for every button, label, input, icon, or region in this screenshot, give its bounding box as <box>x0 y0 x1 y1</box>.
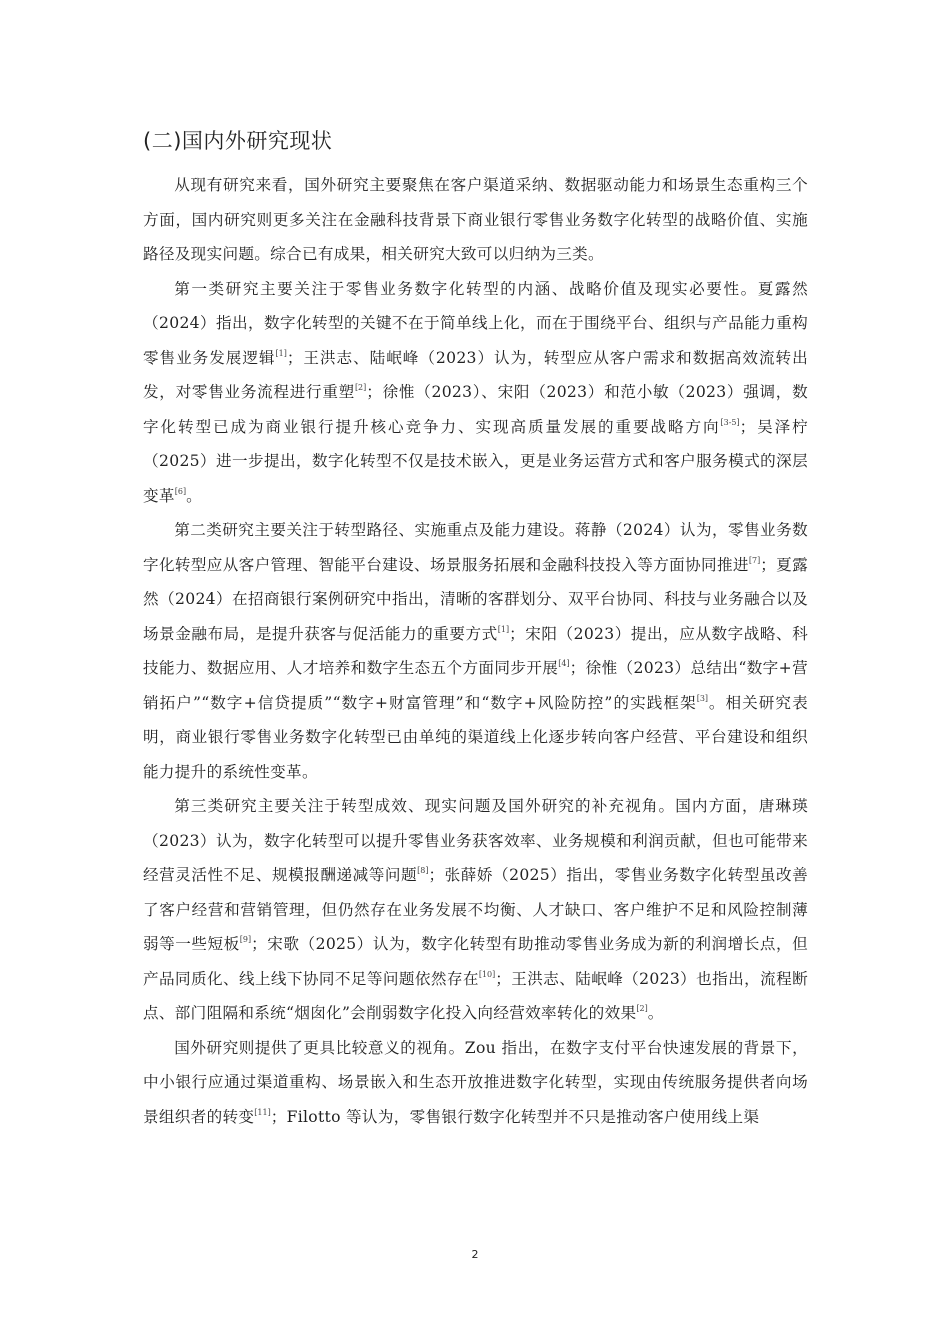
paragraph-text: ；夏露然（2024）在招商银行案例研究中指出，清晰的客群划分、双平台协同、科技与业务融合以及场景金融布局，是提升获客与促活能力的重要方式 <box>143 555 809 643</box>
paragraph <box>143 789 808 1031</box>
citation-reference: [1] <box>497 624 510 634</box>
paragraph-text: ；徐惟（2023）总结出“数字+营销拓户”“数字+信贷提质”“数字+财富管理”和“数字+风险防控”的实践框架 <box>143 659 808 712</box>
paragraph-text: 国外研究则提供了更具比较意义的视角。Zou 指出，在数字支付平台快速发展的背景下，中小银行应通过渠道重构、场景嵌入和生态开放推进数字化转型，实现由传统服务提供者向场景组织者的转变 <box>143 1038 808 1126</box>
paragraph-text: ；张薛娇（2025）指出，零售业务数字化转型虽改善了客户经营和营销管理，但仍然存在业务发展不均衡、人才缺口、客户维护不足和风险控制薄弱等一些短板 <box>143 866 808 953</box>
paragraph-text: 第二类研究主要关注于转型路径、实施重点及能力建设。蒋静（2024）认为，零售业务数字化转型应从客户管理、智能平台建设、场景服务拓展和金融科技投入等方面协同推进 <box>143 521 808 574</box>
citation-reference: [3-5] <box>720 417 740 427</box>
body-text <box>143 168 808 1134</box>
paragraph-text: 从现有研究来看，国外研究主要聚焦在客户渠道采纳、数据驱动能力和场景生态重构三个方面，国内研究则更多关注在金融科技背景下商业银行零售业务数字化转型的战略价值、实施路径及现实问题。综合已有成果，相关研究大致可以归纳为三类。 <box>143 176 808 263</box>
citation-reference: [2] <box>354 383 367 392</box>
paragraph <box>143 1031 808 1135</box>
citation-reference: [11] <box>254 1107 271 1117</box>
paragraph-text: ；宋歌（2025）认为，数字化转型有助推动零售业务成为新的利润增长点，但产品同质化、线上线下协同不足等问题依然存在 <box>143 935 808 988</box>
section-heading: (二)国内外研究现状 <box>143 129 333 153</box>
citation-reference: [9] <box>239 935 252 944</box>
citation-reference: [8] <box>417 866 429 875</box>
paragraph-text: 第三类研究主要关注于转型成效、现实问题及国外研究的补充视角。国内方面，唐琳瑛（2023）认为，数字化转型可以提升零售业务获客效率、业务规模和利润贡献，但也可能带来经营灵活性不足、规模报酬递减等问题 <box>143 797 808 884</box>
citation-reference: [7] <box>748 555 761 565</box>
paragraph-text: ；吴泽柠（2025）进一步提出，数字化转型不仅是技术嵌入，更是业务运营方式和客户服务模式的深层变革 <box>143 417 809 505</box>
paragraph <box>143 168 808 272</box>
paragraph <box>143 272 808 514</box>
paragraph-text: 。 <box>647 1004 664 1022</box>
citation-reference: [10] <box>478 969 496 979</box>
paragraph-text: ；Filotto 等认为，零售银行数字化转型并不只是推动客户使用线上渠 <box>270 1107 760 1126</box>
paragraph-text: 第一类研究主要关注于零售业务数字化转型的内涵、战略价值及现实必要性。夏露然（2024）指出，数字化转型的关键不在于简单线上化，而在于围绕平台、组织与产品能力重构零售业务发展逻辑 <box>143 279 808 367</box>
paragraph-text: 。 <box>186 486 203 505</box>
citation-reference: [3] <box>696 693 709 703</box>
paragraph-text: 。相关研究表明，商业银行零售业务数字化转型已由单纯的渠道线上化逐步转向客户经营、平台建设和组织能力提升的系统性变革。 <box>143 693 808 781</box>
paragraph-text: ；王洪志、陆岷峰（2023）也指出，流程断点、部门阻隔和系统“烟囱化”会削弱数字化投入向经营效率转化的效果 <box>143 969 808 1022</box>
citation-reference: [1] <box>275 348 287 358</box>
paragraph-text: ；王洪志、陆岷峰（2023）认为，转型应从客户需求和数据高效流转出发，对零售业务流程进行重塑 <box>143 348 808 401</box>
citation-reference: [6] <box>174 486 187 496</box>
page-number: 2 <box>471 1248 479 1261</box>
paragraph-text: ；徐惟（2023）、宋阳（2023）和范小敏（2023）强调，数字化转型已成为商业银行提升核心竞争力、实现高质量发展的重要战略方向 <box>143 383 808 436</box>
paragraph <box>143 513 808 789</box>
citation-reference: [4] <box>558 659 570 668</box>
citation-reference: [2] <box>636 1004 648 1013</box>
paragraph-text: ；宋阳（2023）提出，应从数字战略、科技能力、数据应用、人才培养和数字生态五个方面同步开展 <box>143 624 808 677</box>
